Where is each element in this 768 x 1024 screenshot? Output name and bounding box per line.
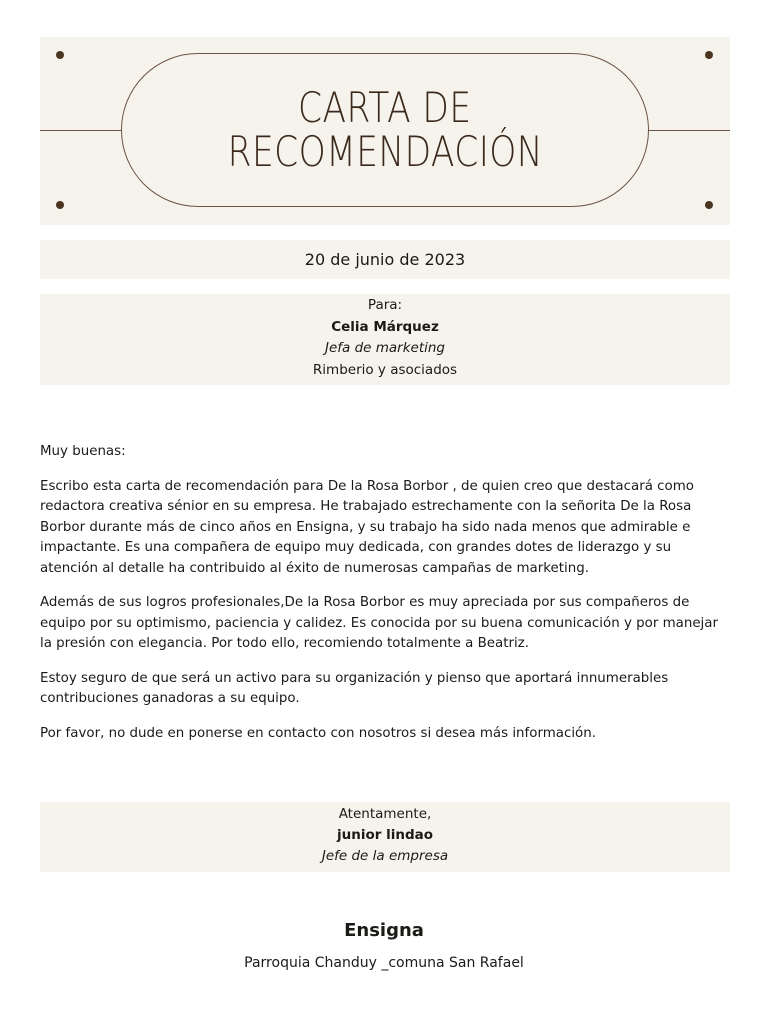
body-paragraph: Estoy seguro de que será un activo para su organización y pienso que aportará innumerables contribuciones ganadoras a su equipo.	[40, 670, 669, 706]
letter-body	[40, 442, 730, 758]
letter-date: 20 de junio de 2023	[40, 240, 730, 279]
footer-company: Ensigna	[344, 920, 424, 941]
recipient-position: Jefa de marketing	[324, 340, 446, 356]
letter-title-line-2: RECOMENDACIÓN	[227, 127, 543, 176]
recipient-block	[40, 294, 730, 385]
closing-salutation: Atentamente,	[338, 806, 432, 822]
recipient-company: Rimberio y asociados	[312, 361, 458, 378]
corner-dot-bottom-left	[56, 201, 64, 209]
recipient-name: Celia Márquez	[331, 318, 439, 335]
title-frame	[121, 53, 649, 207]
corner-dot-bottom-right	[705, 201, 713, 209]
letter-header	[40, 37, 730, 225]
signer-name: junior lindao	[336, 827, 434, 843]
body-paragraph: Escribo esta carta de recomendación para De la Rosa Borbor , de quien creo que destacará como redactora creativa sénior en su empresa. He trabajado estrechamente con la señorita De la Rosa Borbor durante más de cinco años en Ensigna, y su trabajo ha sido nada menos que admirable e impactante. Es una compañera de equipo muy dedicada, con grandes dotes de liderazgo y su atención al detalle ha contribuido al éxito de numerosas campañas de marketing.	[40, 478, 694, 576]
body-paragraph: Además de sus logros profesionales,De la Rosa Borbor es muy apreciada por sus compañeros de equipo por su optimismo, paciencia y calidez. Es conocida por su buena comunicación y por manejar la presión con elegancia. Por todo ello, recomiendo totalmente a Beatriz.	[40, 595, 718, 651]
body-paragraph: Por favor, no dude en ponerse en contacto con nosotros si desea más información.	[40, 725, 596, 741]
greeting: Muy buenas:	[40, 444, 126, 459]
corner-dot-top-left	[56, 51, 64, 59]
divider-line-left	[40, 130, 122, 131]
closing-block	[40, 802, 730, 872]
footer-address: Parroquia Chanduy _comuna San Rafael	[244, 955, 524, 971]
signer-position: Jefe de la empresa	[321, 848, 449, 864]
divider-line-right	[648, 130, 730, 131]
letter-title-line-1: CARTA DE	[298, 83, 472, 132]
corner-dot-top-right	[705, 51, 713, 59]
recipient-intro: Para:	[367, 297, 403, 313]
